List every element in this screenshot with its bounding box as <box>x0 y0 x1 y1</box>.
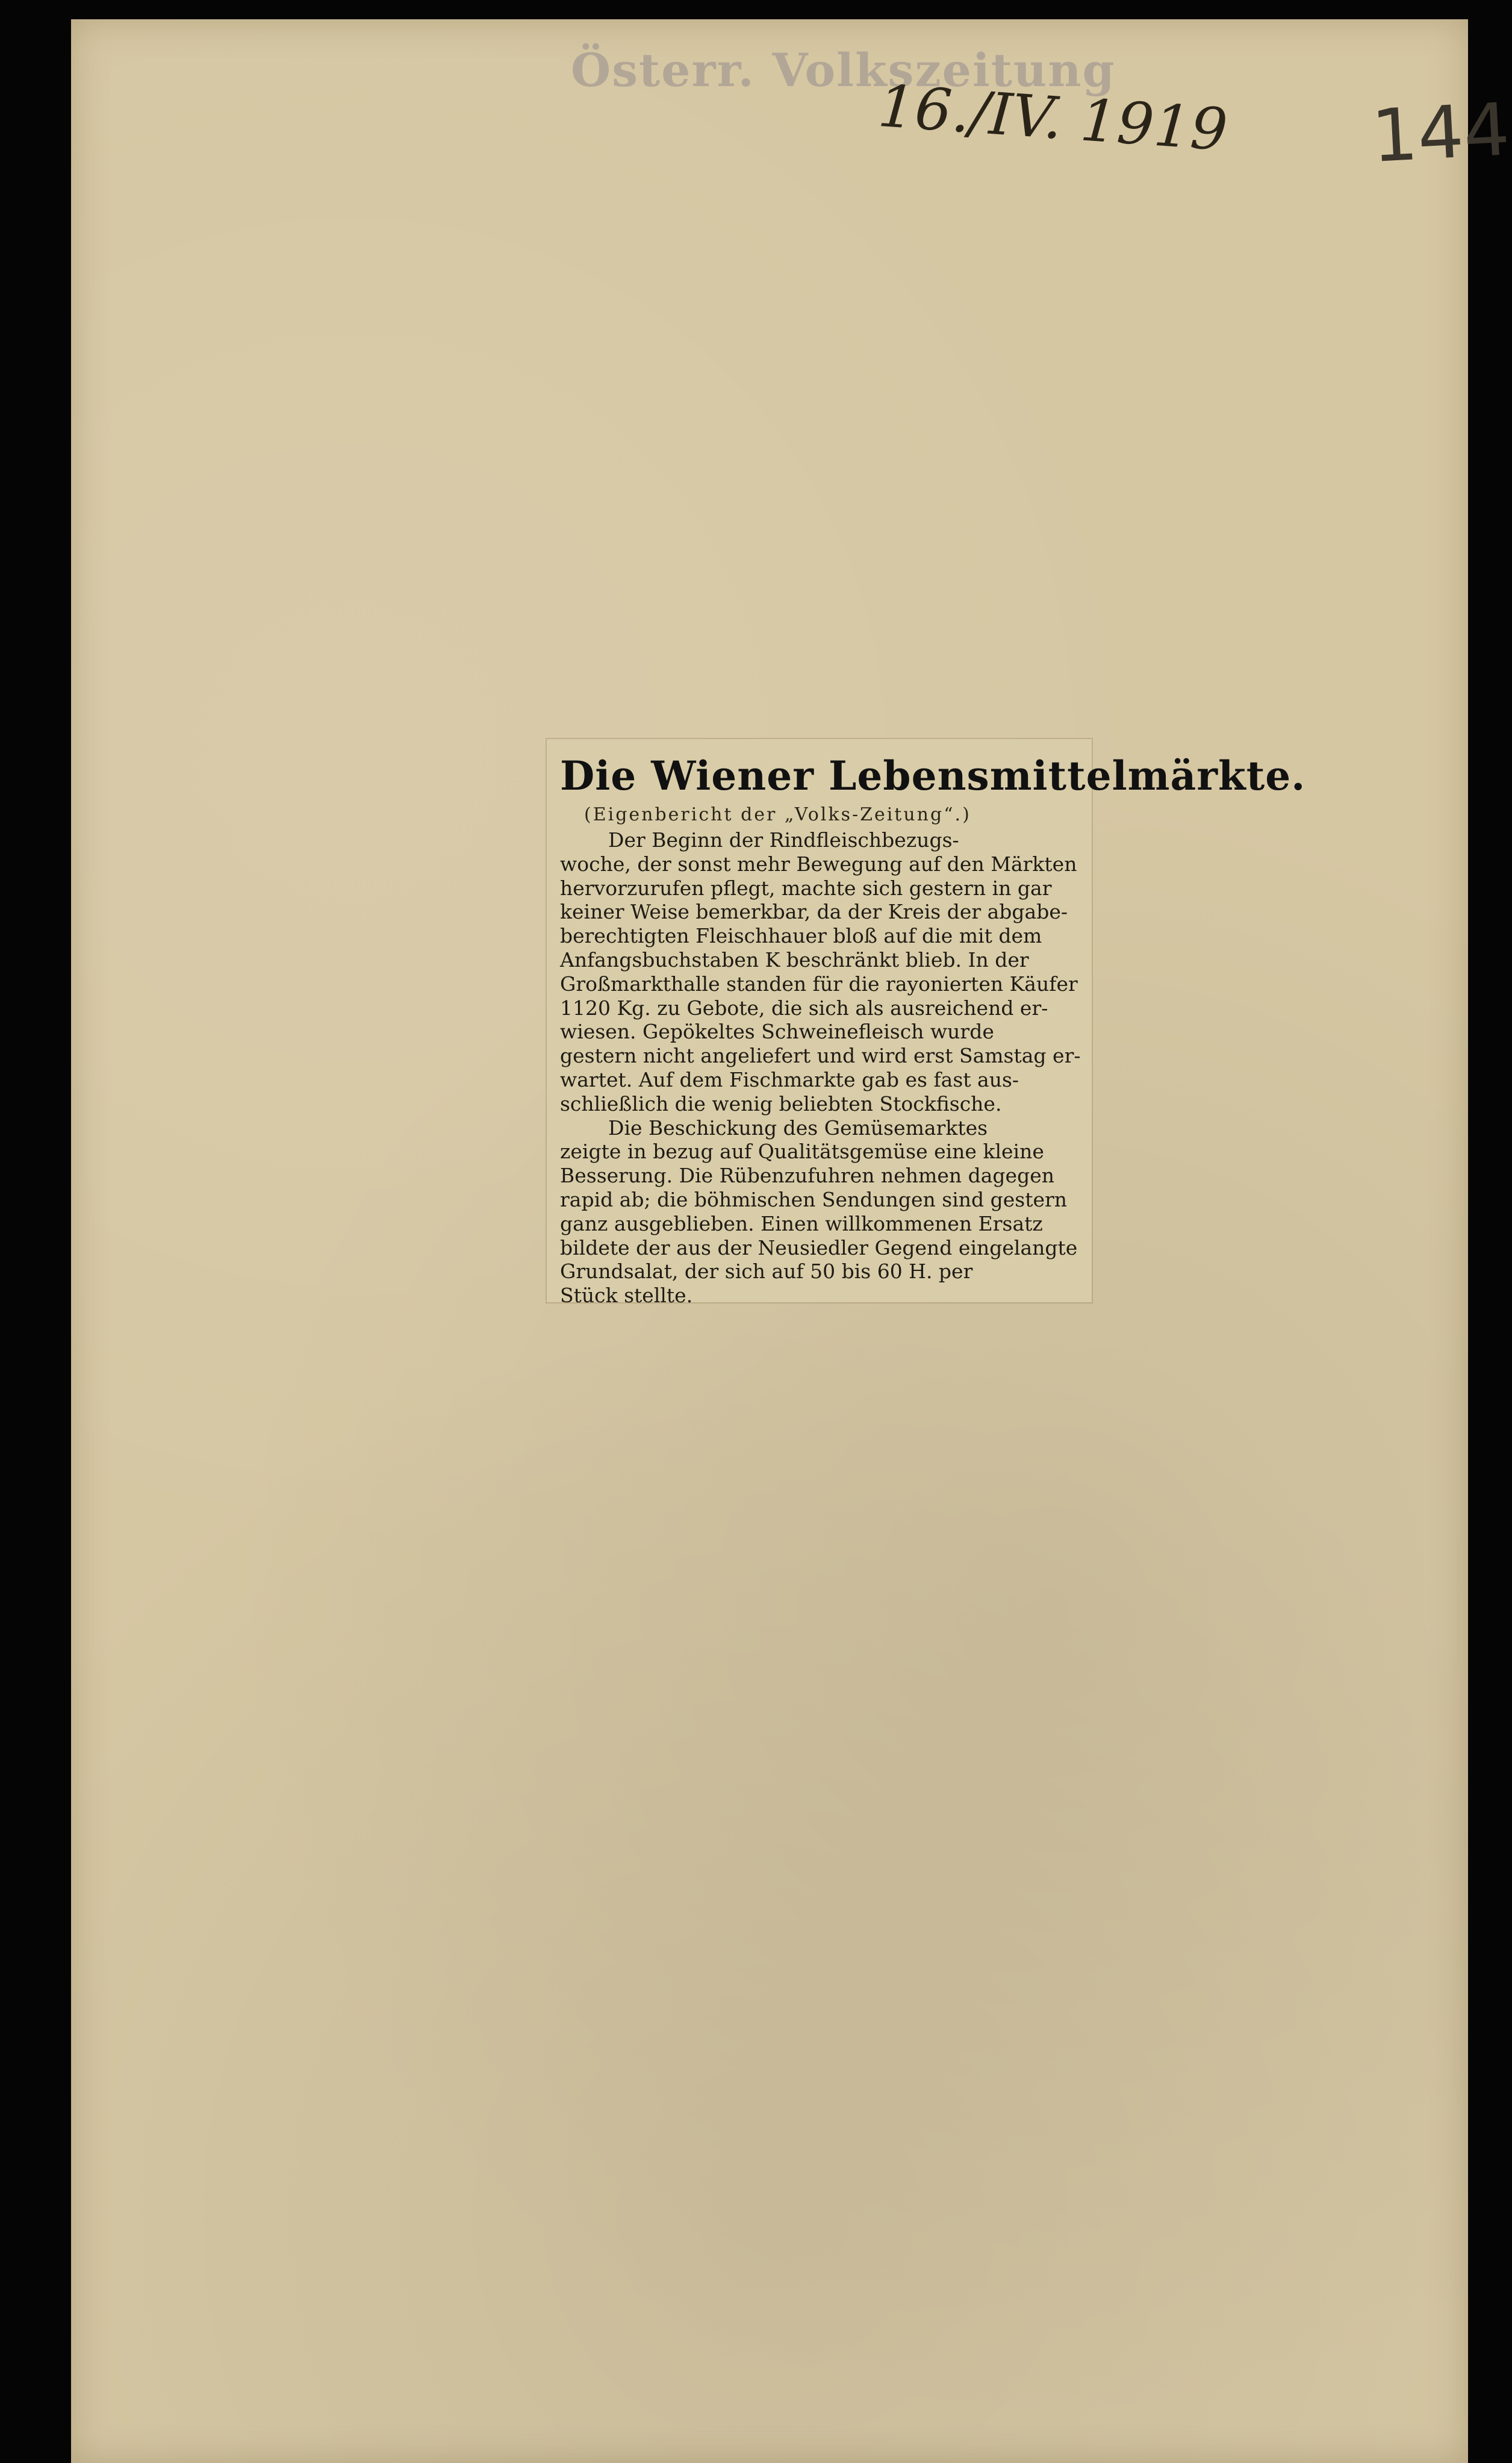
document-page <box>71 19 1512 2463</box>
article-line: Großmarkthalle standen für die rayonierten Käufer <box>560 972 1078 996</box>
article-line: zeigte in bezug auf Qualitätsgemüse eine kleine <box>560 1140 1044 1164</box>
article-line: Die Beschickung des Gemüsemarktes <box>608 1116 988 1140</box>
article-line: Stück stellte. <box>560 1284 693 1308</box>
article-line: Anfangsbuchstaben K beschränkt blieb. In der <box>560 947 1029 972</box>
article-line: bildete der aus der Neusiedler Gegend eingelangte <box>560 1235 1078 1260</box>
article-line: schließlich die wenig beliebten Stockfische. <box>560 1091 1002 1116</box>
article-line: 1120 Kg. zu Gebote, die sich als ausreichend er- <box>560 996 1048 1020</box>
article-line: keiner Weise bemerkbar, da der Kreis der abgabe- <box>560 900 1068 924</box>
article-line: ganz ausgeblieben. Einen willkommenen Ersatz <box>560 1211 1043 1235</box>
article-line: gestern nicht angeliefert und wird erst Samstag er- <box>560 1044 1081 1068</box>
article-line: wartet. Auf dem Fischmarkte gab es fast aus- <box>560 1067 1019 1091</box>
article-line: Grundsalat, der sich auf 50 bis 60 H. per <box>560 1260 973 1284</box>
newspaper-clipping <box>547 739 1306 1308</box>
article-line: rapid ab; die böhmischen Sendungen sind gestern <box>560 1187 1068 1211</box>
handwritten-page-number: 144 <box>1369 88 1512 179</box>
article-line: hervorzurufen pflegt, machte sich gestern in gar <box>560 876 1052 900</box>
article-line: woche, der sonst mehr Bewegung auf den Märkten <box>560 852 1077 876</box>
article-line: Besserung. Die Rübenzufuhren nehmen dagegen <box>560 1164 1054 1188</box>
newspaper-stamp: Österr. Volkszeitung <box>571 43 1116 97</box>
article-line: Der Beginn der Rindfleischbezugs- <box>608 828 959 852</box>
handwritten-date: 16./IV. 1919 <box>876 72 1230 164</box>
article-byline: (Eigenbericht der „Volks-Zeitung“.) <box>584 804 971 825</box>
article-line: berechtigten Fleischhauer bloß auf die mit dem <box>560 924 1042 948</box>
article-body <box>560 828 1081 1308</box>
article-headline: Die Wiener Lebensmittelmärkte. <box>560 752 1306 799</box>
article-line: wiesen. Gepökeltes Schweinefleisch wurde <box>560 1020 994 1044</box>
